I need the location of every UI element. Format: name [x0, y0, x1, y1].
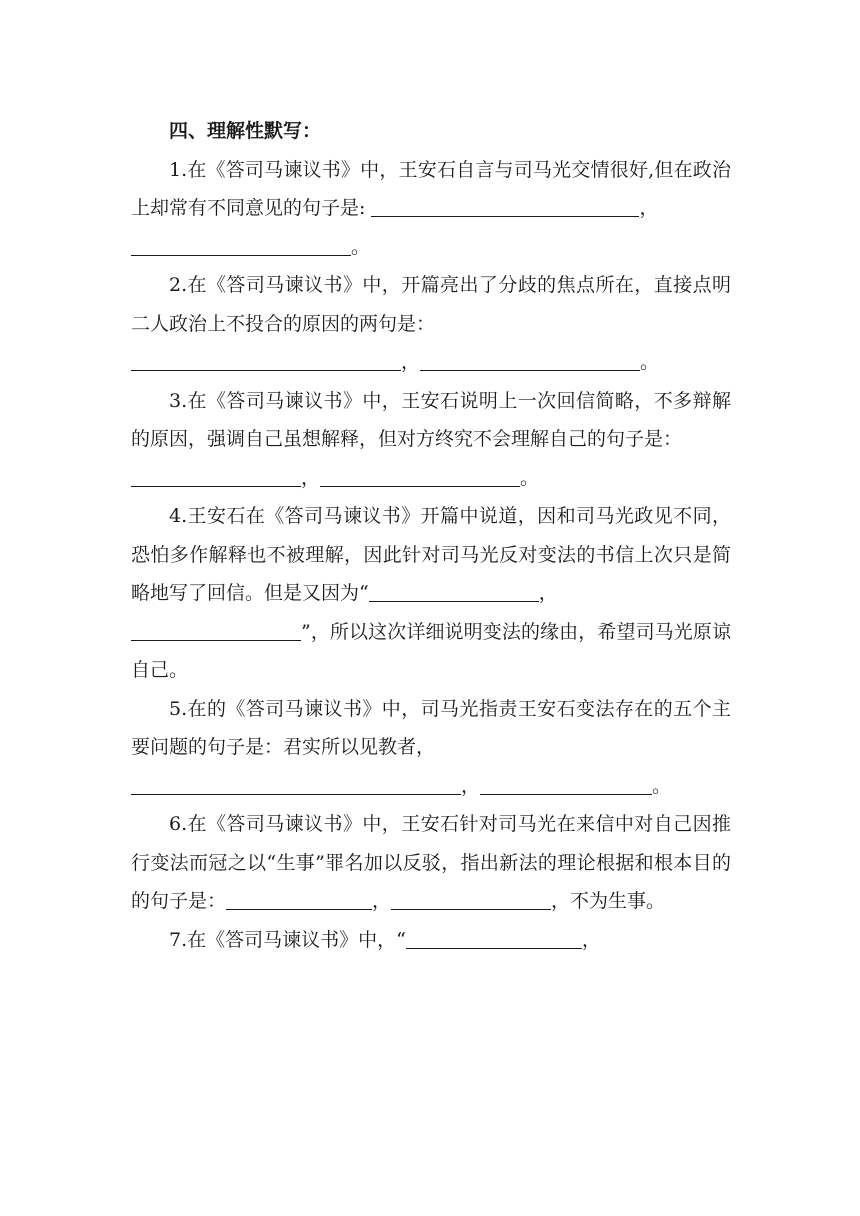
terminator: 。	[652, 774, 672, 797]
question-5-text: 5.在的《答司马谏议书》中，司马光指责王安石变法存在的五个主要问题的句子是：君实所以见教者，	[131, 697, 731, 758]
answer-blank[interactable]	[131, 350, 401, 371]
answer-blank[interactable]	[320, 466, 520, 487]
answer-blank[interactable]	[131, 620, 301, 641]
terminator: 。	[640, 351, 660, 373]
answer-blank[interactable]	[406, 928, 582, 949]
question-7	[131, 921, 731, 960]
terminator: 。	[351, 235, 371, 258]
question-4-text: 4.王安石在《答司马谏议书》开篇中说道，因和司马光政见不同，恐怕多作解释也不被理解，因此针对司马光反对变法的书信上次只是简略地写了回信。但是又因为“	[131, 505, 731, 604]
question-6	[131, 805, 731, 921]
document-body	[131, 112, 731, 959]
section-heading: 四、理解性默写：	[169, 120, 322, 142]
separator: ，	[581, 928, 601, 951]
answer-blank[interactable]	[369, 581, 539, 602]
question-1	[131, 151, 731, 267]
answer-blank[interactable]	[131, 466, 301, 487]
separator: ，	[461, 774, 481, 797]
answer-blank[interactable]	[131, 774, 461, 795]
separator: ，	[538, 582, 558, 604]
separator: ，	[639, 197, 659, 219]
question-3	[131, 382, 731, 498]
question-4	[131, 497, 731, 690]
question-2	[131, 266, 731, 382]
question-7-text: 7.在《答司马谏议书》中，“	[169, 928, 406, 951]
answer-blank[interactable]	[371, 196, 639, 217]
answer-blank[interactable]	[131, 235, 351, 256]
separator: ，	[301, 466, 321, 489]
question-2-text: 2.在《答司马谏议书》中，开篇亮出了分歧的焦点所在，直接点明二人政治上不投合的原因的两句是：	[131, 274, 731, 335]
question-1-text: 1.在《答司马谏议书》中，王安石自言与司马光交情很好,但在政治上却常有不同意见的句子是:	[131, 158, 731, 219]
answer-blank[interactable]	[480, 774, 652, 795]
question-6-tail: ，不为生事。	[551, 890, 666, 912]
terminator: 。	[520, 466, 540, 489]
question-6-text: 6.在《答司马谏议书》中，王安石针对司马光在来信中对自己因推行变法而冠之以“生事”罪名加以反驳，指出新法的理论根据和根本目的的句子是：	[131, 813, 731, 912]
question-4-tail: ”，所以这次详细说明变法的缘由，希望司马光原谅自己。	[131, 620, 731, 681]
separator: ，	[401, 351, 421, 373]
answer-blank[interactable]	[420, 350, 640, 371]
question-3-text: 3.在《答司马谏议书》中，王安石说明上一次回信简略，不多辩解的原因，强调自己虽想解释，但对方终究不会理解自己的句子是：	[131, 389, 731, 450]
answer-blank[interactable]	[226, 889, 372, 910]
answer-blank[interactable]	[391, 889, 551, 910]
separator: ，	[372, 890, 392, 912]
question-5	[131, 690, 731, 806]
